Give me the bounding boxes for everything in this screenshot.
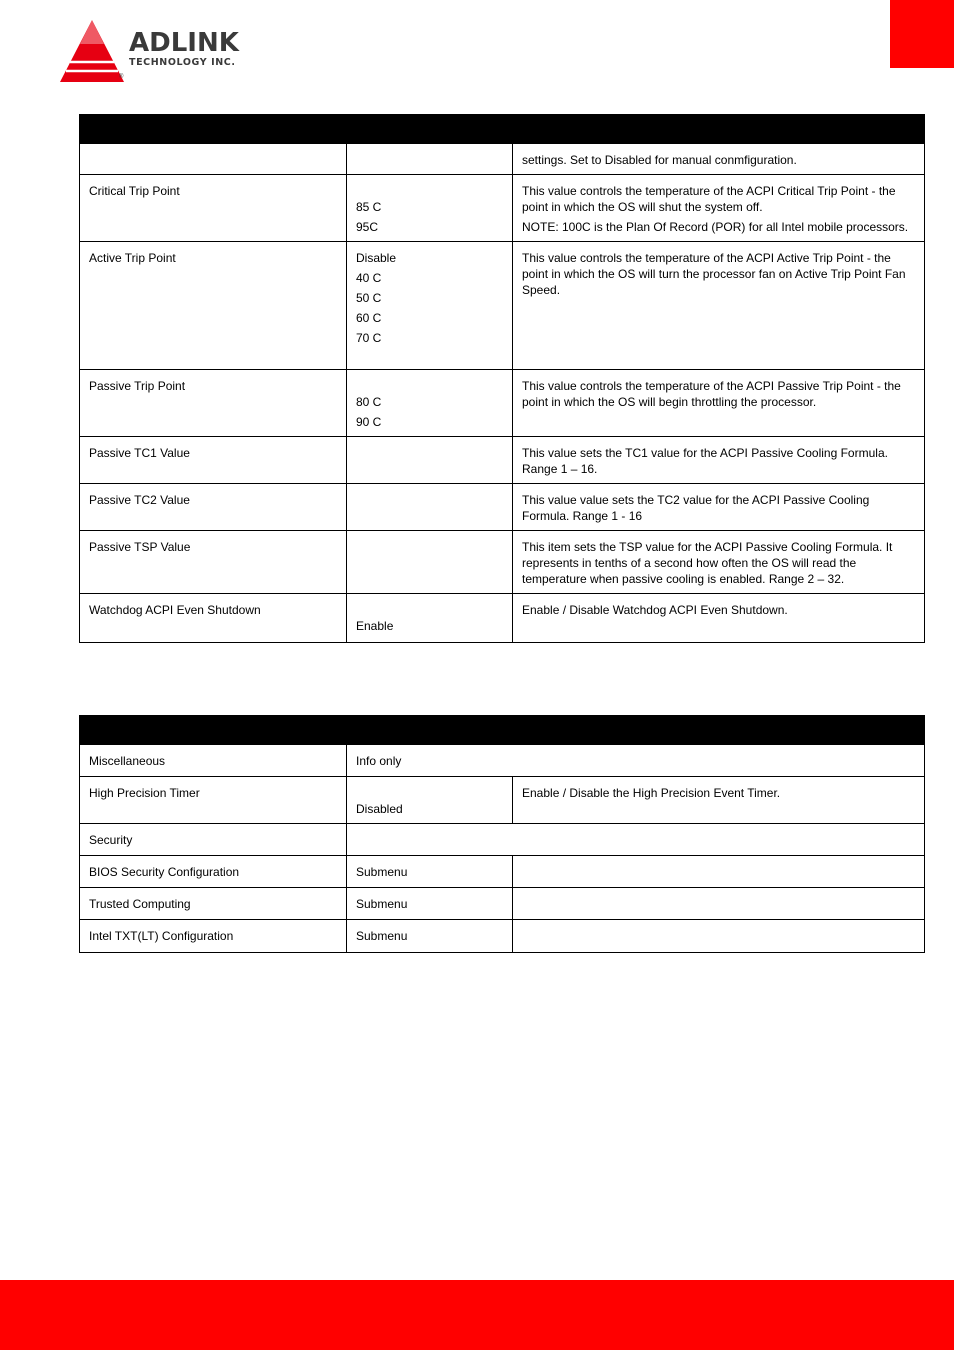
options-cell: [347, 484, 513, 531]
description-cell: This value controls the temperature of the ACPI Critical Trip Point - the point in which the OS will shut the system off. NOTE: 100C is the Plan Of Record (POR) for all Intel mobile processors.: [513, 175, 925, 242]
description-cell: This item sets the TSP value for the ACPI Passive Cooling Formula. It represents in tenths of a second how often the OS will read the temperature when passive cooling is enabled. Range 2 – 32.: [513, 531, 925, 594]
item-cell: Trusted Computing: [80, 888, 347, 920]
option-value: 60 C: [356, 311, 382, 325]
table-row: [80, 531, 925, 594]
table-header-bar: [80, 115, 925, 144]
table-row: [80, 745, 925, 777]
option-value: 95C: [356, 220, 379, 234]
item-cell: Active Trip Point: [80, 242, 347, 370]
item-cell: Passive TC2 Value: [80, 484, 347, 531]
description-cell: [513, 920, 925, 953]
table-row: [80, 594, 925, 643]
description-cell: This value controls the temperature of the ACPI Active Trip Point - the point in which the OS will turn the processor fan on Active Trip Point Fan Speed.: [513, 242, 925, 370]
description-cell: This value sets the TC1 value for the ACPI Passive Cooling Formula. Range 1 – 16.: [513, 437, 925, 484]
item-cell: Passive Trip Point: [80, 370, 347, 437]
item-cell: BIOS Security Configuration: [80, 856, 347, 888]
item-cell: Watchdog ACPI Even Shutdown: [80, 594, 347, 643]
option-value: Disabled: [356, 802, 403, 816]
option-value: 40 C: [356, 271, 382, 285]
description-cell: [513, 856, 925, 888]
options-cell: Submenu: [347, 920, 513, 953]
description-cell: Enable / Disable Watchdog ACPI Even Shutdown.: [513, 594, 925, 643]
options-cell: [347, 242, 513, 370]
adlink-triangle-mark-icon: [56, 18, 126, 86]
description-cell: Enable / Disable the High Precision Event Timer.: [513, 777, 925, 824]
item-cell: Critical Trip Point: [80, 175, 347, 242]
options-cell: [347, 437, 513, 484]
option-value: 90 C: [356, 415, 382, 429]
options-cell: [347, 594, 513, 643]
table-row: [80, 175, 925, 242]
item-cell: Passive TC1 Value: [80, 437, 347, 484]
option-value: Enable: [356, 619, 394, 633]
options-cell: [347, 370, 513, 437]
table-row: [80, 920, 925, 953]
option-value: 85 C: [356, 200, 382, 214]
option-value: 50 C: [356, 291, 382, 305]
item-cell: [80, 144, 347, 175]
option-value: Disable: [356, 251, 397, 265]
table-row: [80, 777, 925, 824]
logo-subtitle: TECHNOLOGY INC.: [129, 57, 236, 68]
logo-name: ADLINK: [129, 28, 239, 58]
misc-security-table: [79, 715, 925, 953]
option-value: 80 C: [356, 395, 382, 409]
options-cell: Submenu: [347, 856, 513, 888]
table-row: [80, 242, 925, 370]
registered-mark: ®: [119, 74, 124, 80]
table-row: [80, 370, 925, 437]
description-cell: settings. Set to Disabled for manual conmfiguration.: [513, 144, 925, 175]
options-cell: [347, 531, 513, 594]
description-cell: [513, 888, 925, 920]
item-cell: Security: [80, 824, 347, 856]
page-corner-tab: [890, 0, 954, 68]
table-row: [80, 888, 925, 920]
item-cell: Miscellaneous: [80, 745, 347, 777]
item-cell: Passive TSP Value: [80, 531, 347, 594]
info-cell: Info only: [347, 745, 925, 777]
table-row: [80, 144, 925, 175]
options-cell: [347, 777, 513, 824]
table-row: [80, 437, 925, 484]
table-row: [80, 824, 925, 856]
options-cell: [347, 175, 513, 242]
item-cell: High Precision Timer: [80, 777, 347, 824]
table-header-bar: [80, 716, 925, 745]
footer-bar: [0, 1280, 954, 1350]
acpi-settings-table: [79, 114, 925, 643]
options-cell: [347, 144, 513, 175]
info-cell: [347, 824, 925, 856]
adlink-logo: [56, 18, 271, 86]
description-cell: This value controls the temperature of the ACPI Passive Trip Point - the point in which the OS will begin throttling the processor.: [513, 370, 925, 437]
table-row: [80, 484, 925, 531]
options-cell: Submenu: [347, 888, 513, 920]
description-cell: This value value sets the TC2 value for the ACPI Passive Cooling Formula. Range 1 - 16: [513, 484, 925, 531]
table-row: [80, 856, 925, 888]
item-cell: Intel TXT(LT) Configuration: [80, 920, 347, 953]
option-value: 70 C: [356, 331, 382, 345]
